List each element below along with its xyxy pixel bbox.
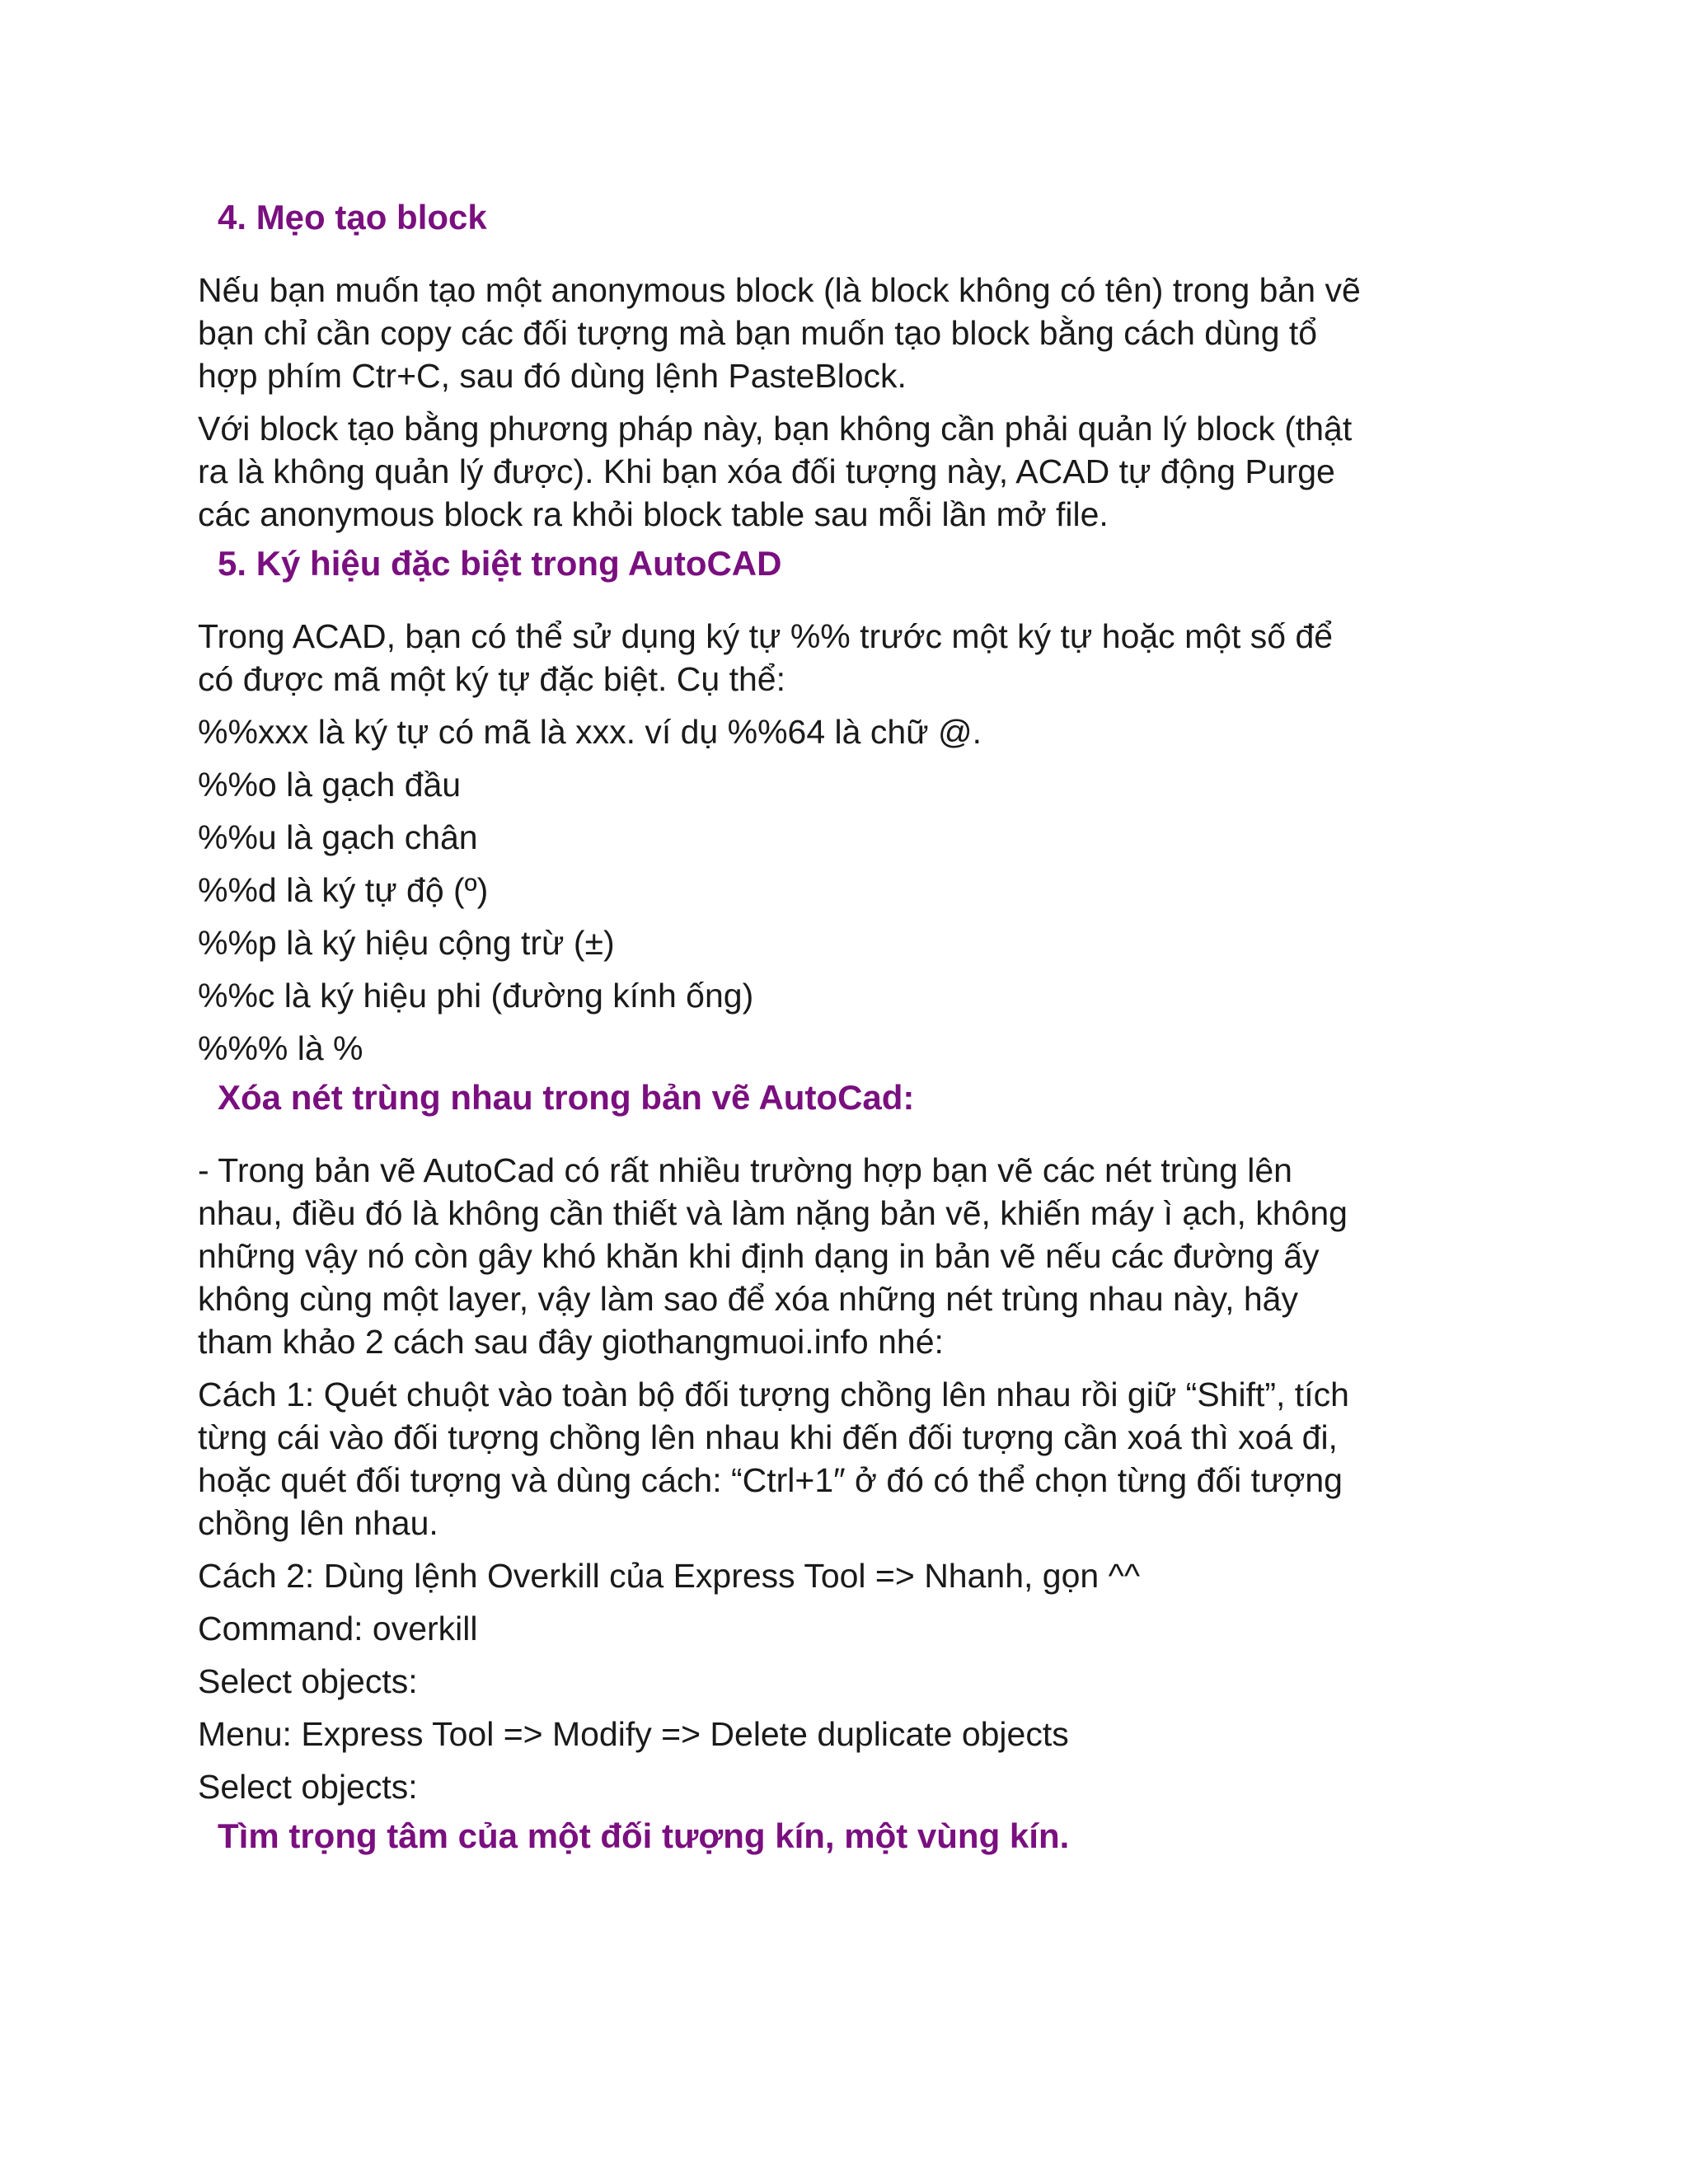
- text-line: Cách 1: Quét chuột vào toàn bộ đối tượng chồng lên nhau rồi giữ “Shift”, tích: [198, 1376, 1349, 1413]
- select-objects-line: Select objects:: [198, 1662, 418, 1700]
- paragraph-overkill-intro: [198, 1149, 1490, 1363]
- text-line: Với block tạo bằng phương pháp này, bạn không cần phải quản lý block (thật: [198, 410, 1353, 448]
- text-line: - Trong bản vẽ AutoCad có rất nhiều trường hợp bạn vẽ các nét trùng lên: [198, 1151, 1292, 1189]
- text-line: nhau, điều đó là không cần thiết và làm nặng bản vẽ, khiến máy ì ạch, không: [198, 1194, 1348, 1232]
- paragraph-method-2: Cách 2: Dùng lệnh Overkill của Express Tool => Nhanh, gọn ^^: [198, 1557, 1141, 1595]
- code-line: %%o là gạch đầu: [198, 766, 462, 804]
- section-heading-meo-tao-block: 4. Mẹo tạo block: [218, 198, 487, 237]
- section-heading-trong-tam: Tìm trọng tâm của một đối tượng kín, một vùng kín.: [218, 1816, 1070, 1855]
- code-line: %%u là gạch chân: [198, 818, 478, 856]
- text-line: những vậy nó còn gây khó khăn khi định dạng in bản vẽ nếu các đường ấy: [198, 1237, 1320, 1275]
- text-line: ra là không quản lý được). Khi bạn xóa đối tượng này, ACAD tự động Purge: [198, 452, 1335, 490]
- text-line: Trong ACAD, bạn có thể sử dụng ký tự %% trước một ký tự hoặc một số để: [198, 617, 1334, 655]
- code-line: %%% là %: [198, 1029, 363, 1067]
- paragraph-block-management: [198, 407, 1490, 536]
- text-line: bạn chỉ cần copy các đối tượng mà bạn muốn tạo block bằng cách dùng tổ: [198, 314, 1318, 352]
- text-line: các anonymous block ra khỏi block table sau mỗi lần mở file.: [198, 495, 1109, 533]
- text-line: không cùng một layer, vậy làm sao để xóa những nét trùng nhau này, hãy: [198, 1280, 1298, 1318]
- code-line: %%xxx là ký tự có mã là xxx. ví dụ %%64 là chữ @.: [198, 713, 982, 751]
- paragraph-special-chars-intro: [198, 615, 1490, 701]
- menu-path-line: Menu: Express Tool => Modify => Delete duplicate objects: [198, 1715, 1069, 1753]
- code-line: %%d là ký tự độ (º): [198, 871, 489, 909]
- text-line: hoặc quét đối tượng và dùng cách: “Ctrl+1″ ở đó có thể chọn từng đối tượng: [198, 1461, 1343, 1499]
- code-line: %%c là ký hiệu phi (đường kính ống): [198, 977, 754, 1015]
- text-line: từng cái vào đối tượng chồng lên nhau khi đến đối tượng cần xoá thì xoá đi,: [198, 1418, 1338, 1456]
- text-line: có được mã một ký tự đặc biệt. Cụ thể:: [198, 660, 785, 698]
- code-line: %%p là ký hiệu cộng trừ (±): [198, 924, 615, 962]
- paragraph-anonymous-block: [198, 269, 1490, 397]
- select-objects-line: Select objects:: [198, 1768, 418, 1806]
- text-line: tham khảo 2 cách sau đây giothangmuoi.info nhé:: [198, 1323, 944, 1361]
- section-heading-ky-hieu-dac-biet: 5. Ký hiệu đặc biệt trong AutoCAD: [218, 544, 782, 583]
- text-line: chồng lên nhau.: [198, 1504, 438, 1542]
- command-line: Command: overkill: [198, 1610, 478, 1647]
- section-heading-xoa-net-trung: Xóa nét trùng nhau trong bản vẽ AutoCad:: [218, 1078, 915, 1117]
- paragraph-method-1: [198, 1373, 1490, 1544]
- text-line: Nếu bạn muốn tạo một anonymous block (là block không có tên) trong bản vẽ: [198, 271, 1361, 309]
- text-line: hợp phím Ctr+C, sau đó dùng lệnh PasteBlock.: [198, 357, 907, 395]
